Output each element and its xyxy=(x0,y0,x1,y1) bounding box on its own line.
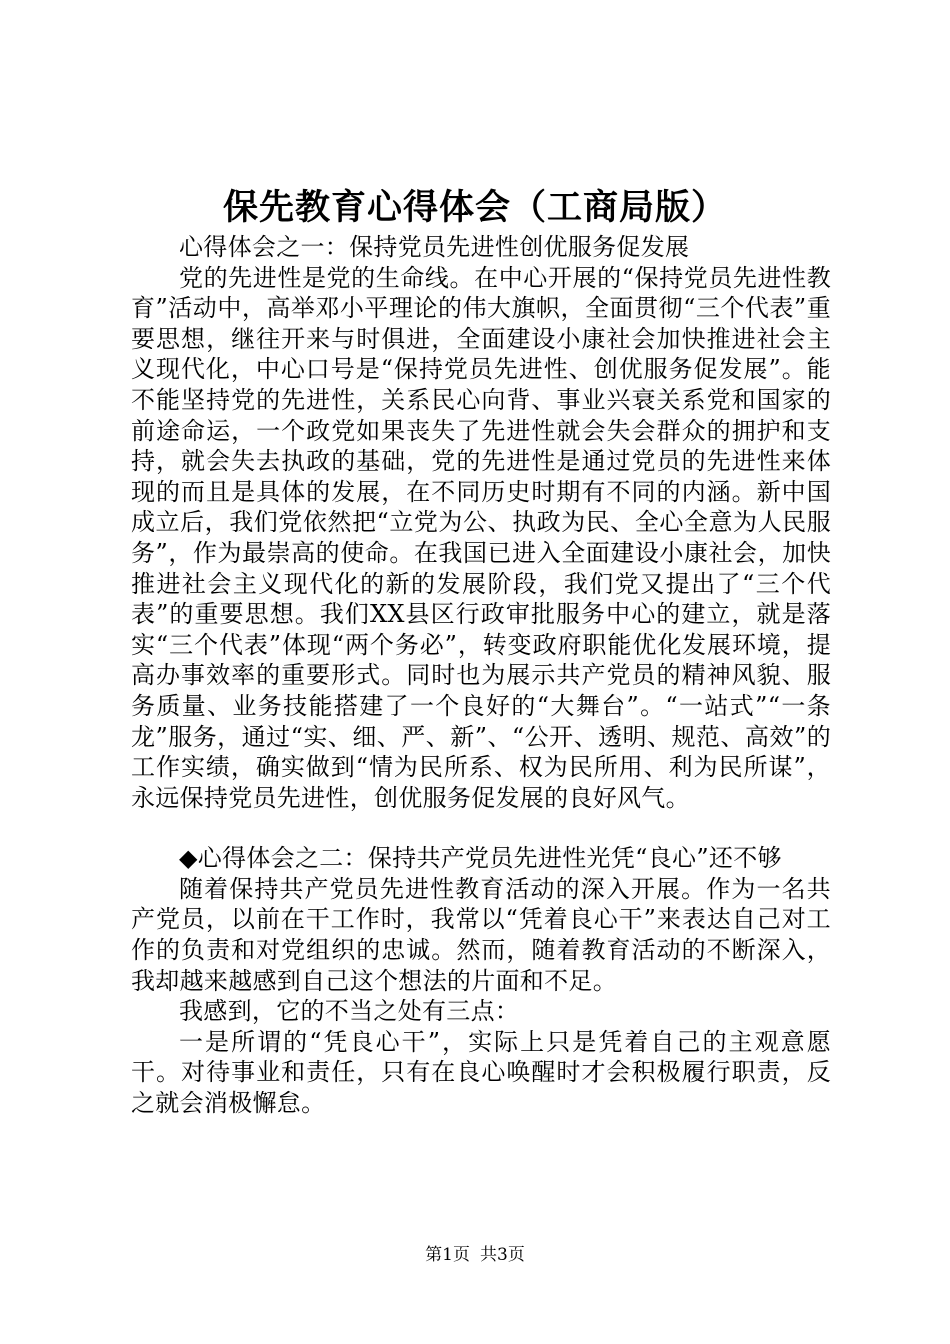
document-title: 保先教育心得体会（工商局版） xyxy=(222,187,727,228)
body-paragraph-1: 党的先进性是党的生命线。在中心开展的“保持党员先进性教育”活动中，高举邓小平理论的伟大旗帜，全面贯彻“三个代表”重要思想，继往开来与时俱进，全面建设小康社会加快推进社会主义现代化，中心口号是“保持党员先进性、创优服务促发展”。能不能坚持党的先进性，关系民心向背、事业兴衰关系党和国家的前途命运，一个政党如果丧失了先进性就会失会群众的拥护和支持，就会失去执政的基础，党的先进性是通过党员的先进性来体现的而且是具体的发展，在不同历史时期有不同的内涵。新中国成立后，我们党依然把“立党为公、执政为民、全心全意为人民服务”，作为最崇高的使命。在我国已进入全面建设小康社会，加快推进社会主义现代化的新的发展阶段，我们党又提出了“三个代表”的重要思想。我们XX县区行政审批服务中心的建立，就是落实“三个代表”体现“两个务必”，转变政府职能优化发展环境，提高办事效率的重要形式。同时也为展示共产党员的精神风貌、服务质量、业务技能搭建了一个良好的“大舞台”。“一站式”“一条龙”服务，通过“实、细、严、新”、“公开、透明、规范、高效”的工作实绩，确实做到“情为民所系、权为民所用、利为民所谋”，永远保持党员先进性，创优服务促发展的良好风气。 xyxy=(131,263,831,812)
page-total: 共3页 xyxy=(480,1245,525,1265)
document-body xyxy=(131,232,831,1119)
body-paragraph-3: 我感到，它的不当之处有三点： xyxy=(179,997,520,1026)
page-number: 第1页 xyxy=(425,1245,470,1265)
body-paragraph-2: 随着保持共产党员先进性教育活动的深入开展。作为一名共产党员，以前在干工作时，我常以“凭着良心干”来表达自己对工作的负责和对党组织的忠诚。然而，随着教育活动的不断深入，我却越来越感到自己这个想法的片面和不足。 xyxy=(131,874,831,995)
body-paragraph-4: 一是所谓的“凭良心干”，实际上只是凭着自己的主观意愿干。对待事业和责任，只有在良心唤醒时才会积极履行职责，反之就会消极懈怠。 xyxy=(131,1027,831,1118)
section-heading-1: 心得体会之一：保持党员先进性创优服务促发展 xyxy=(179,233,690,261)
section-heading-2: ◆心得体会之二：保持共产党员先进性光凭“良心”还不够 xyxy=(179,844,782,873)
page-footer xyxy=(0,1243,950,1267)
